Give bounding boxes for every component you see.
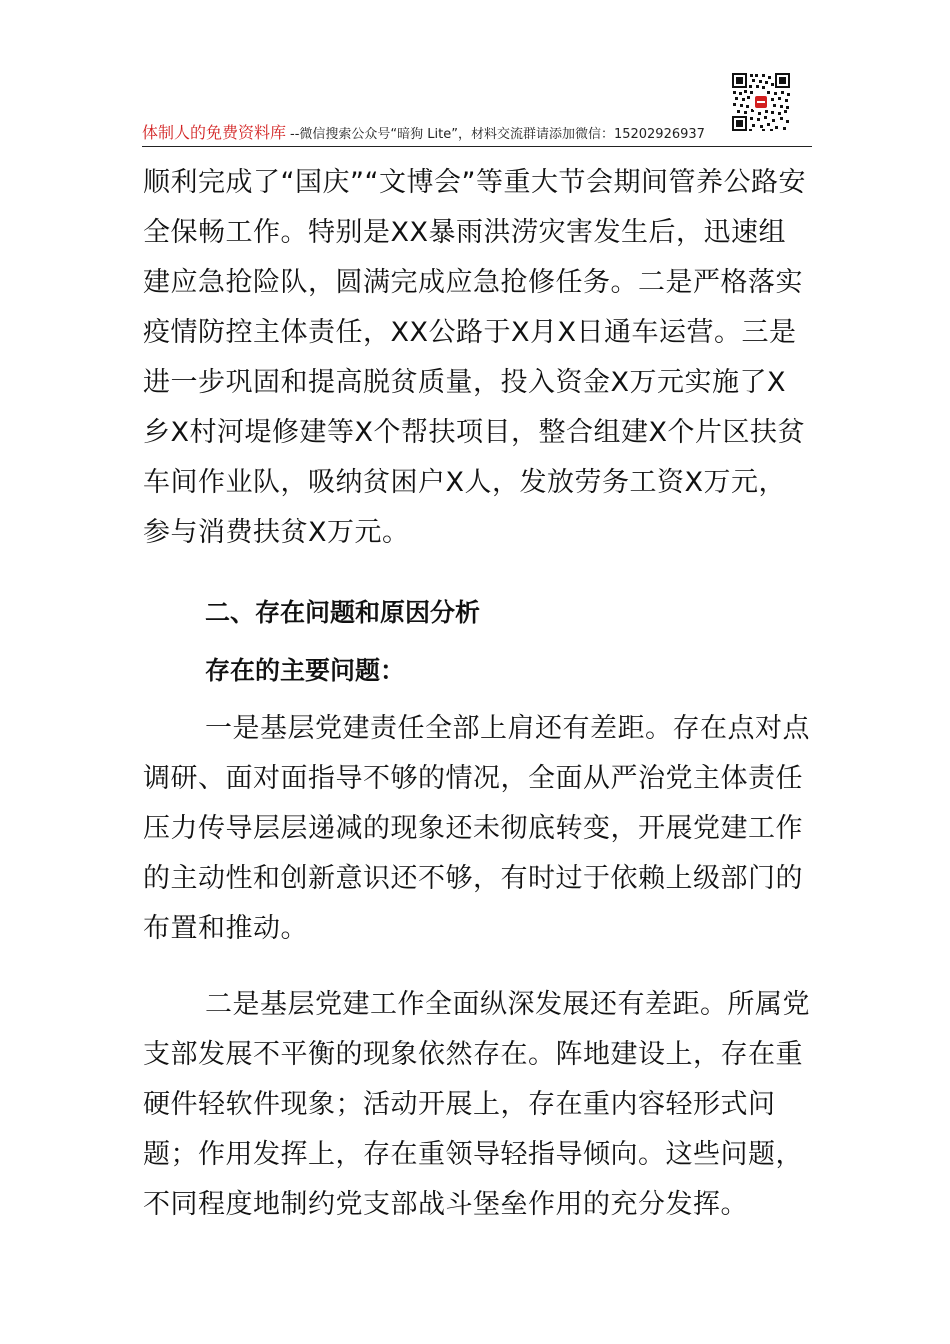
header-note: --微信搜索公众号“暗狗 Lite”，材料交流群请添加微信：15202926937 [290,127,705,142]
page-header [142,120,812,146]
paragraph-continued: 顺利完成了“国庆”“文博会”等重大节会期间管养公路安全保畅工作。特别是XX暴雨洪涝灾害发生后，迅速组建应急抢险队，圆满完成应急抢修任务。二是严格落实疫情防控主体责任，XX公路于X月X日通车运营。三是进一步巩固和提高脱贫质量，投入资金X万元实施了X乡X村河堤修建等X个帮扶项目，整合组建X个片区扶贫车间作业队，吸纳贫困户X人，发放劳务工资X万元，参与消费扶贫X万元。 [143,167,806,548]
header-brand: 体制人的免费资料库 [142,123,287,142]
paragraph-issue-two: 二是基层党建工作全面纵深发展还有差距。所属党支部发展不平衡的现象依然存在。阵地建设上，存在重硬件轻软件现象；活动开展上，存在重内容轻形式问题；作用发挥上，存在重领导轻指导倾向。这些问题，不同程度地制约党支部战斗堡垒作用的充分发挥。 [143,989,810,1220]
header-divider [142,146,812,147]
sub-heading: 存在的主要问题： [205,656,406,685]
document-body [143,158,813,1230]
section-heading: 二、存在问题和原因分析 [205,598,481,627]
paragraph-issue-one: 一是基层党建责任全部上肩还有差距。存在点对点调研、面对面指导不够的情况，全面从严治党主体责任压力传导层层递减的现象还未彻底转变，开展党建工作的主动性和创新意识还不够，有时过于依赖上级部门的布置和推动。 [143,713,810,944]
